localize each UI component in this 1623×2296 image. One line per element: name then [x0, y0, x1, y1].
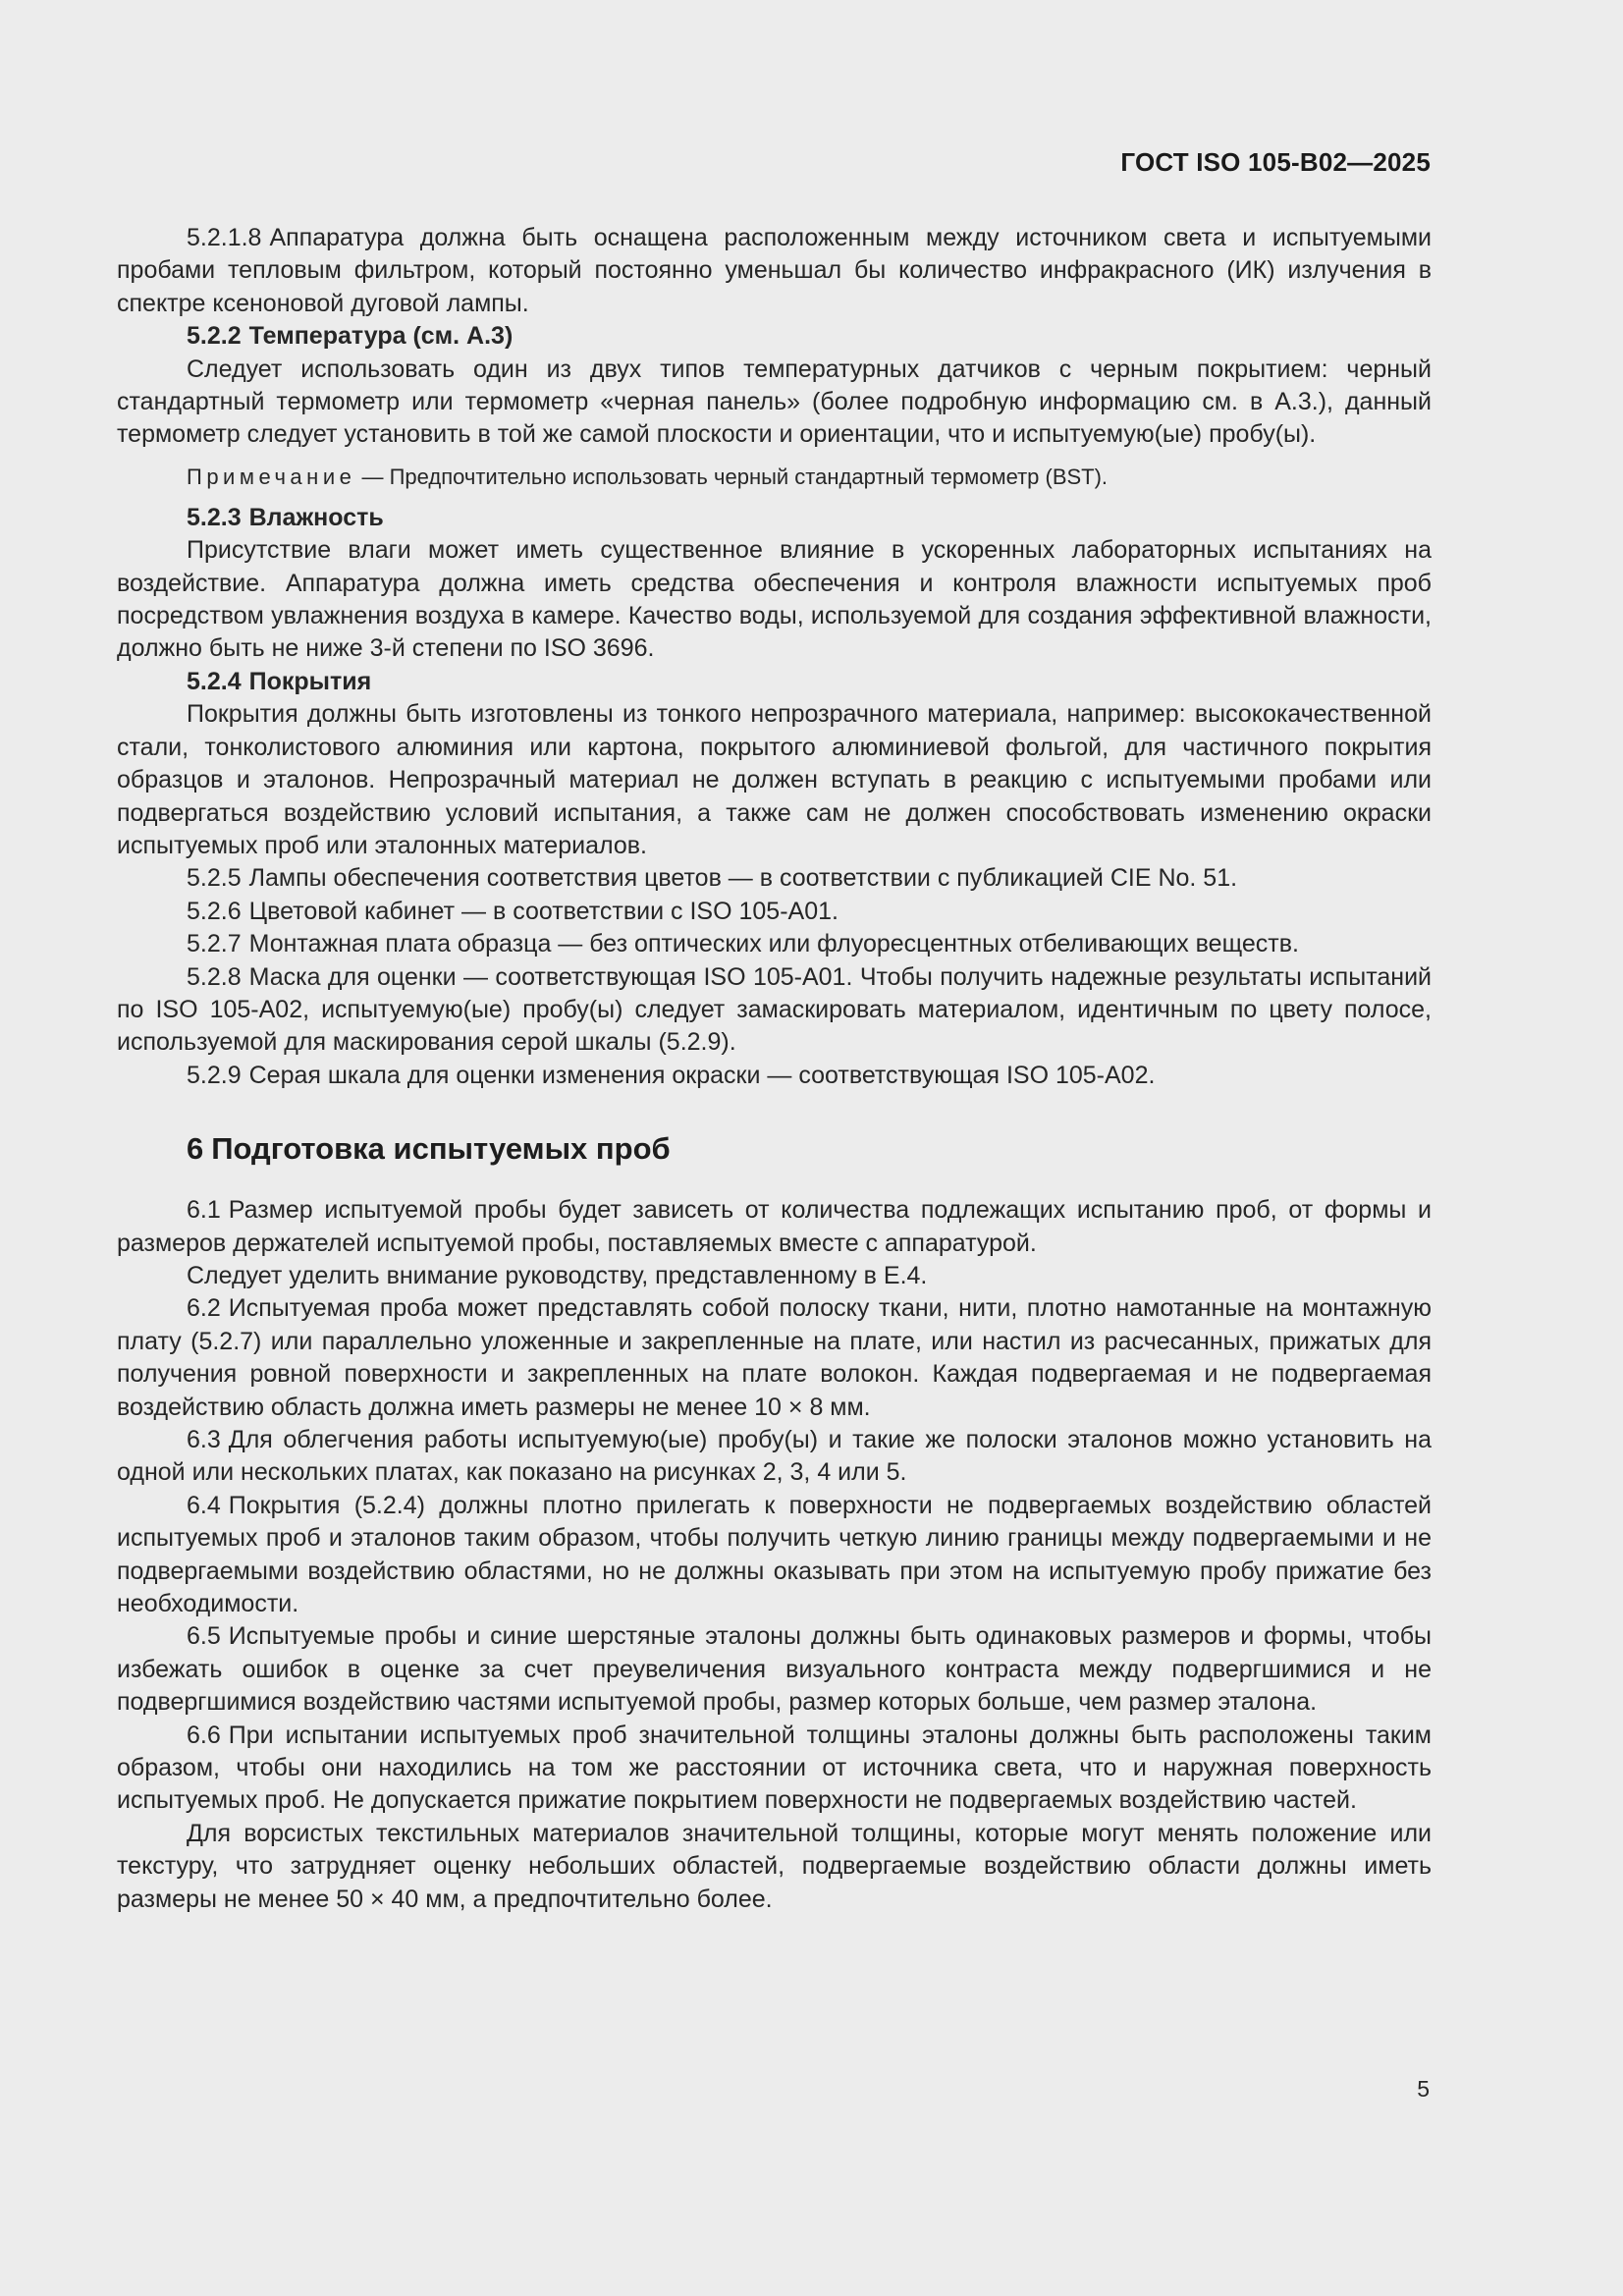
clause-text: Маска для оценки — соответствующая ISO 105-A01. Чтобы получить надежные результаты испытаний по ISO 105-A02, испытуемую(ые) пробу(ы) следует замаскировать материалом, идентичным по цвету полосе, используемой для маскирования серой шкалы (5.2.9). [117, 962, 1432, 1057]
subheading-5-2-3 [187, 502, 1432, 534]
clause-number: 6.3 [187, 1426, 221, 1453]
clause-text: Аппаратура должна быть оснащена расположенным между источником света и испытуемыми пробами тепловым фильтром, который постоянно уменьшал бы количество инфракрасного (ИК) излучения в спектре ксеноновой дуговой лампы. [117, 224, 1432, 317]
clause-number: 6.4 [187, 1491, 221, 1519]
clause-6-1 [117, 1194, 1432, 1260]
clause-text: Серая шкала для оценки изменения окраски — соответствующая ISO 105-A02. [248, 1061, 1156, 1089]
clause-6-6-continuation: Для ворсистых текстильных материалов значительной толщины, которые могут менять положение или текстуру, что затрудняет оценку небольших областей, подвергаемые воздействию области должны иметь размеры не менее 50 × 40 мм, а предпочтительно более. [117, 1819, 1432, 1913]
clause-6-2 [117, 1292, 1432, 1424]
subheading-title: Влажность [248, 503, 384, 531]
clause-text: Для облегчения работы испытуемую(ые) пробу(ы) и такие же полоски эталонов можно установить на одной или нескольких платах, как показано на рисунках 2, 3, 4 или 5. [117, 1426, 1432, 1487]
note [187, 463, 1432, 492]
subheading-number: 5.2.3 [187, 503, 242, 531]
clause-6-4 [117, 1490, 1432, 1621]
clause-6-3 [117, 1424, 1432, 1490]
clause-text: Испытуемые пробы и синие шерстяные эталоны должны быть одинаковых размеров и формы, чтобы избежать ошибок в оценке за счет преувеличения визуального контраста между подвергшимися и не подвергшимися воздействию частями испытуемой пробы, размер которых больше, чем размер эталона. [117, 1622, 1432, 1717]
clause-number: 6.2 [187, 1294, 221, 1323]
clause-5-2-1-8 [117, 222, 1432, 320]
clause-text: Испытуемая проба может представлять собой полоску ткани, нити, плотно намотанные на монтажную плату (5.2.7) или параллельно уложенные и закрепленные на плате, или настил из расчесанных, прижатых для получения ровной поверхности и закрепленных на плате волокон. Каждая подвергаемая и не подвергаемая воздействию область должна иметь размеры не менее 10 × 8 мм. [117, 1294, 1432, 1421]
document-body [117, 222, 1432, 1916]
clause-5-2-7 [117, 928, 1432, 960]
clause-number: 5.2.1.8 [187, 224, 262, 251]
section-title: Подготовка испытуемых проб [211, 1131, 671, 1167]
section-number: 6 [187, 1131, 204, 1167]
clause-5-2-9 [117, 1060, 1432, 1092]
subheading-title: Покрытия [248, 667, 372, 695]
subheading-number: 5.2.4 [187, 667, 242, 695]
clause-text: Покрытия (5.2.4) должны плотно прилегать к поверхности не подвергаемых воздействию областей испытуемых проб и эталонов таким образом, чтобы получить четкую линию границы между подвергаемыми и не подвергаемыми воздействию областями, но не должны оказывать при этом на испытуемую пробу прижатие без необходимости. [117, 1491, 1432, 1618]
subheading-number: 5.2.2 [187, 322, 242, 351]
section-heading-6 [187, 1129, 1432, 1169]
clause-number: 5.2.7 [187, 930, 242, 958]
clause-5-2-5 [117, 862, 1432, 895]
clause-text: Лампы обеспечения соответствия цветов — в соответствии с публикацией CIE No. 51. [248, 864, 1238, 893]
note-text: — Предпочтительно использовать черный стандартный термометр (BST). [361, 464, 1109, 489]
clause-6-6 [117, 1720, 1432, 1818]
clause-text: Размер испытуемой пробы будет зависеть от количества подлежащих испытанию проб, от формы и размеров держателей испытуемой пробы, поставляемых вместе с аппаратурой. [117, 1196, 1432, 1257]
clause-number: 6.5 [187, 1622, 221, 1651]
page-number: 5 [1417, 2076, 1430, 2102]
clause-6-5 [117, 1620, 1432, 1719]
clause-text: Монтажная плата образца — без оптических или флуоресцентных отбеливающих веществ. [248, 930, 1299, 958]
clause-5-2-3-text: Присутствие влаги может иметь существенное влияние в ускоренных лабораторных испытаниях на воздействие. Аппаратура должна иметь средства обеспечения и контроля влажности испытуемых проб посредством увлажнения воздуха в камере. Качество воды, используемой для создания эффективной влажности, должно быть не ниже 3-й степени по ISO 3696. [117, 536, 1432, 663]
clause-number: 5.2.6 [187, 897, 242, 925]
subheading-title: Температура (см. А.3) [248, 322, 514, 351]
clause-number: 5.2.9 [187, 1061, 242, 1089]
clause-text: Цветовой кабинет — в соответствии с ISO 105-A01. [248, 897, 839, 925]
clause-number: 6.6 [187, 1721, 221, 1749]
clause-5-2-2-text: Следует использовать один из двух типов температурных датчиков с черным покрытием: черный стандартный термометр или термометр «черная панель» (более подробную информацию см. в А.3.), данный термометр следует установить в той же самой плоскости и ориентации, что и испытуемую(ые) пробу(ы). [117, 355, 1432, 449]
subheading-5-2-4 [187, 666, 1432, 698]
document-code-header: ГОСТ ISO 105-B02—2025 [1120, 147, 1431, 177]
clause-number: 6.1 [187, 1196, 221, 1225]
clause-text: При испытании испытуемых проб значительной толщины эталоны должны быть расположены таким образом, чтобы они находились на том же расстоянии от источника света, что и наружная поверхность испытуемых проб. Не допускается прижатие покрытием поверхности не подвергаемых воздействию частей. [117, 1721, 1432, 1815]
clause-5-2-8 [117, 961, 1432, 1060]
clause-number: 5.2.8 [187, 962, 242, 991]
clause-5-2-6 [117, 896, 1432, 928]
clause-number: 5.2.5 [187, 864, 242, 893]
clause-5-2-4-text: Покрытия должны быть изготовлены из тонкого непрозрачного материала, например: высококачественной стали, тонколистового алюминия или картона, покрытого алюминиевой фольгой, для частичного покрытия образцов и эталонов. Непрозрачный материал не должен вступать в реакцию с испытуемыми пробами или подвергаться воздействию условий испытания, а также сам не должен способствовать изменению окраски испытуемых проб или эталонных материалов. [117, 700, 1432, 859]
clause-6-1-continuation: Следует уделить внимание руководству, представленному в Е.4. [187, 1261, 928, 1289]
subheading-5-2-2 [187, 320, 1432, 353]
note-label: Примечание [187, 464, 356, 489]
